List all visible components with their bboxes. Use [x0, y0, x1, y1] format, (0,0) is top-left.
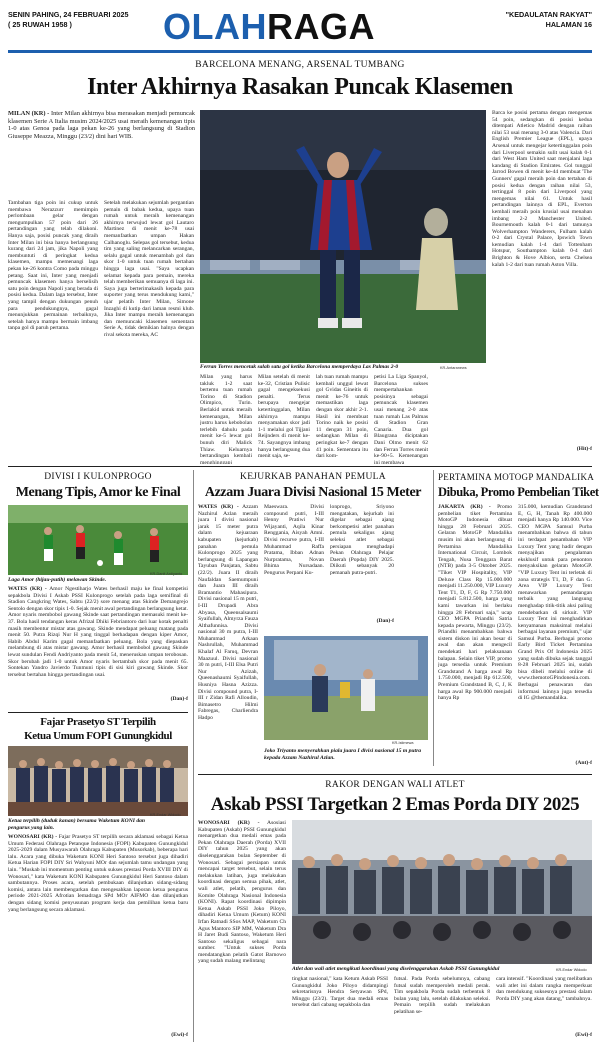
section-logo — [163, 6, 375, 48]
divisi-rule — [8, 712, 188, 713]
divisi-body — [8, 586, 188, 694]
fajar-signoff: (Ewi)-f — [171, 1032, 188, 1038]
pssi-photo — [292, 820, 592, 964]
pssi-col-2: tingkat nasional," kata Ketum Askab PSSI Gunungkidul Joko Piloyo didampingi sekretarisnya Hendra Setyawan SPd, Minggu (23/2). Target dua medali emas tersebut dari cabang sepakbola dan — [292, 976, 388, 1009]
page-number: HALAMAN 16 — [545, 20, 592, 29]
fajar-headline-1: Fajar Prasetyo ST Terpilih — [40, 716, 156, 728]
panahan-caption: Joko Triyanto menyerahkan piala juara I divisi nasional 15 m putra kepada Azzam Nazhirul Azlan. — [264, 748, 422, 761]
panahan-col-1-text: Azzam Nazhirul Azlan meraih juara I divisi nasional jarak 15 meter putra dalam kejuaraan kabupaten (kejurkab) panahan pemula Kulonprogo 2025 yang berlangsung di Lapangan Tayuban Panjatan, Sabtu (22/2). Juara II diraih Naufaldan Saemumpuni dan Juara III diraih Bramantio Mahasipura. Divisi nasional 15 m putri, I-III Drupadi Abra Abyasa, Queensalsaumi Syaifullah, Almyrza Fauza Althafunnisa. Divisi nasional 30 m putra, I-III Muhammad Arkaan Nashrullah, Muhammad Khalaf Al Faruq, Devran Maazuul. Divisi nasional 30 m putri, I-III Elsa Putri Nur Azizah, Queenashaumi Syaifullah, Husniya Hasna Azizza. Divisi compound putra, I-III r Zidan Rafi Alloudin, Bimasetro Hilmi Fabregas, Charliendra Hadpo — [198, 504, 258, 721]
motogp-col-2: 315.000, kemudian Grandstand E, G, H, Tanah Rp 400.000 menjadi hanya Rp 140.000. Vice CEO MGPA Samsul Purba menambahkan bahwa di tahun ini terdapat penambahan VIP Luxury Tent yang hadir dengan menyajikan pengalaman eksklusif untuk para penonton menyaksikan gelaran MotoGP. "VIP Luxury Tent ini terletak di zona strategis T1, D, F dan G. Area VIP Luxury Tent menawarkan pemandangan terbaik yang langsung menghadap titik-titik aksi paling mendebarkan di sirkuit. VIP Luxury Tent ini menghadirkan kenyamanan maksimal melalui berbagai layanan premium," ujar Samsul Purba. Berbagai promo Early Bird Ticket Pertamina Grand Prix Of Indonesia 2025 yang sudah dibuka sejak tanggal 8-28 Februari 2025 ini, sudah bisa dibeli melalui online di www.themotoGPindonesia.com. Berbagai penawaran dan informasi lainnya juga tersedia di IG @themandalika. — [518, 504, 592, 702]
masthead — [8, 4, 592, 56]
panahan-photo — [264, 636, 428, 740]
column-divider — [193, 470, 194, 1042]
main-col-4: Milan setelah di menit ke-32, Cristian Pulisic gagal mengeksekusi penalti. Terus berupaya mengejar ketertinggalan, Milan akhirnya mampu menyamakan skor jadi 1-1 melalui gol Tijjani Reijnders di menit ke-74. Sayangnya imbang hanya berlangsung dua menit saja, se- — [258, 374, 310, 460]
panahan-col-1 — [198, 504, 258, 770]
pssi-dateline: WONOSARI (KR) - — [198, 820, 260, 826]
column-divider-2 — [433, 470, 434, 766]
pssi-signoff: (Ewi)-f — [575, 1032, 592, 1038]
main-caption: Ferran Torres mencetak salah satu gol ketika Barcelona memperdaya Las Palmas 2-0 — [200, 364, 399, 370]
main-signoff: (Hit)-f — [576, 446, 592, 452]
pssi-col-3: futsal. Pada Porda sebelumnya, cabang futsal sudah memperoleh medali perak. Tim sepakbola Porda sudah terbentuk 8 bulan yang lalu, setelah dilakukan seleksi. Pemain terpilih sudah melakukan pelatihan se- — [394, 976, 490, 1015]
motogp-col-1 — [438, 504, 512, 768]
divisi-text: Amor Ngestiharjo Wates berhasil maju ke final kompetisi sepakbola Divisi I Askab PSSI Kulonprogo setelah pada laga semifinal di Stadion Cangkring Wates, Sabtu (22/2) sore menang atas Skinde Demangrejo Sentolo dengan skor tipis 1-0. Sejak menit awal pertandingan berlangsung ketat. Amor nyaris membobol gawang Skinde saat pertandingan memasuki menit ke-37. Bola hasil tendangan keras Afrizal Dhiki Febriantoro dari luar kotak penalti masih membentur mistar atas gawang. Skinde mendapat peluang matang pada menit 50. Putra Rizqi Nur H yang tinggal berhadapan dengan kiper Amor, Habib Abdul Karim gagal memanfaatkan peluang. Bola yang diepaskan melambung di atas mistar gawang. Amor berhasil membobol gawang Skinde lewat sundulan Fendi Andriyanto pada menit 54, meneruskan umpan terobosan. Skor berubah jadi 1-0 untuk Amor nyaris bertambah skor pada menit 65. Sontekan Yandro Javierdo Tunmuni tipis di sisi kiri gawang Skinde. Skor tersebut bertahan hingga pertandingan usai. — [8, 586, 188, 678]
logo-raga: RAGA — [267, 6, 375, 47]
motogp-kicker: PERTAMINA MOTOGP MANDALIKA — [438, 472, 595, 482]
divisi-signoff: (Dan)-f — [170, 696, 188, 702]
fajar-text: Fajar Prasetyo ST terpilih secara aklamasi sebagai Ketua Umum Federasi Olahraga Petanque Indonesia (FOPI) Kabupaten Gunungkidul 2025-2029 dalam Musyawarah Olahraga Kabupaten (Musorkab), beberapa hari lalu. Acara yang dibuka Waketum KONI Heri Santoso tersebut juga dihadiri Ketua Harian FOPI DIY Sri Wahyuni MOr dan sejumlah tamu undangan yang lain. "Muskab ini momentum penting untuk sukses prestasi Porda XVIII DIY di Wonosari," kata Waketum KONI Kabupaten Gunungkidul Heri Santoso dalam sambutannya. Proses acara, setelah pembukaan dilanjutkan sidang-sidang komisi, antara lain membengarkan dan mengesahkan laporan ketua pengurus periode 2021-2025 Afrotian Iemadraga SPd MOr AIFMO dan dilanjutkan dengan sidang komisi penyusunan program kerja dan pemilihan ketua baru yang berlangsung secara aklamasi. — [8, 834, 188, 913]
logo-olah: OLAH — [163, 6, 267, 47]
fajar-caption: Ketua terpilih (duduk kanan) bersama Waketum KONI dan pengurus yang lain. — [8, 818, 146, 831]
panahan-col-3: lonprogo, Sriyono mengatakan, kejurkab ini digelar sebagai ajang berkompetisi atlet panahan pemula sekaligus ajang seleksi atlet sebagai persiapan menghadapi Pekan Olahraga Pelajar Daerah (Popda) DIY 2025. Diikuti sebanyak 20 pemanah putra-putri. — [330, 504, 394, 576]
pssi-col-4: cara intensif. "Koordinasi yang melibatkan wali atlet ini dalam rangka memperkuat dan mendukung suksesnya prestasi dalam Porda DIY yang akan datang," tambahnya. — [496, 976, 592, 1002]
main-lead-text: Inter Milan akhirnya bisa merasakan menjadi pemuncak klasemen Serie A Italia musim 2024/2025 usai meraih kemenangan tipis 1-0 atas Genoa pada laga pekan ke-26 yang berlangsung di Stadion Giuseppe Meazza, Minggu (23/2) dini hari WIB. — [8, 110, 195, 140]
main-photo — [200, 110, 486, 363]
motogp-headline: Dibuka, Promo Pembelian Tiket — [438, 485, 599, 499]
pssi-caption: Atlet dan wali atlet mengikuti koordinasi yang diselenggarakan Askab PSSI Gunungkidul — [292, 966, 500, 972]
fajar-headline-2: Ketua Umum FOPI Gunungkidul — [24, 730, 172, 742]
divisi-dateline: WATES (KR) - — [8, 586, 47, 592]
fajar-photo — [8, 746, 188, 816]
main-col-6: petisi La Liga Spanyol, Barcelona sukses mempertahankan posisinya sebagai pemuncak klasemen usai menang 2-0 atas tuan rumah Las Palmas di Stadion Gran Canaria. Dua gol Blaugrana diciptakan Dani Olmo menit 62 dan Ferran Torres menit ke-90+5. Kemenangan ini membawa — [374, 374, 428, 464]
main-col-2: Setelah melakukan sejumlah pergantian pemain di babak kedua, upaya tuan rumah untuk meraih kemenangan akhirnya terwujud lewat gol Lautaro Martinez di menit ke-78 usai memanfaatkan umpan Hakan Calhanoglu. Selepas gol tersebut, kedua tim yang saling melancarkan serangan, selalu gagal untuk menambah gol dan skor 1-0 untuk tuan rumah bertahan hingga laga usai. "Saya ucapkan selamat kepada para pemain, mereka telah memberikan semuanya di laga ini. Saya juga berterimakasih kepada para suporter yang terus mendukung kami," ujar pelatih Inter Milan, Simone Inzaghi di kutip dari laman resmi klub. Jika Inter mampu meraih kemenangan dan memuncaki klasemen sementara Serie A, tidak demikian halnya dengan rival sekota mereka, AC — [104, 200, 194, 338]
divisi-credit: KR-Danit Ardiyanto — [150, 572, 183, 576]
masthead-rule — [8, 50, 592, 53]
divisi-kicker: DIVISI I KULONPROGO — [44, 472, 152, 482]
main-col-5: lah tuan rumah mampu kembali unggul lewat gol Gvidas Gineitis di menit ke-76 untuk memastikan laga dengan skor akhir 2-1. Hasil ini membuat Torino naik ke posisi 11 dengan 31 poin, sedangkan Milan di peringkat ke-7 dengan 41 poin. Sementara itu dari kom- — [316, 374, 368, 460]
pssi-rule — [198, 774, 592, 775]
fajar-body — [8, 834, 188, 1030]
main-col-1: Tambahan tiga poin ini cukup untuk membawa Nerazzurr memimpin perlombaan gelar dengan mengumpulkan 57 poin dari 26 pertandingan yang telah dilakoni. Hanya saja, posisi puncak yang diraih Inter Milan ini bisa hanya berlangsung kurang dari 24 jam, jika Napoli yang membuntuti di peringkat kedua klasemen, mampu memenangi laga pekan ke-26 kontra Como pada minggu petang. Saat ini, Inter yang menjadi pemuncak klasemen hanya berselisih satu poin dengan Napoli yang berada di posisi kedua. Dalam laga tersebut, Inter yang tampil dengan dukungan penuh para pendukungnya, gagal menunjukkan permainan terbaiknya, setelah hanya mampu bermain imbang tanpa gol di paruh pertama. — [8, 200, 98, 332]
main-col-7: Barca ke posisi pertama dengan mengemas 54 poin, sedangkan di posisi kedua ditempati Atletico Madrid dengan raihan nilai 53 usai menang 3-0 atas Valencia. Dari English Premier League (EPL), upaya Arsenal untuk mengejar ketertinggalan poin dari Liverpool semakin sulit usai kalah 0-1 dari West Ham United saat menjalani laga kandang di Stadion Emirates. Gol tunggal Jarrod Bowen di menit ke-44 membuat 'The Gunners' gagal meraih poin dan tertahan di posisi kedua dengan raihan nilai 53, tertinggal 8 poin dari Liverpool yang mengemas nilai 61. Untuk hasil pertandingan lainnya di EPL, Everton kembali meraih poin krusial usai menahan imbang 2-2 Manchester United. Bournemouth kalah 0-1 dari tamunya Wolverhampton Wanderers, Fulham kalah 0-2 dari Crystal Palace, Ipswich Town kemudian kalah 1-4 dari Tottenham Hotspur, Southampton kalah 0-4 dari Brighton & Hove Albion, serta Chelsea kalah 1-2 dari tuan rumah Aston Villa. — [492, 110, 592, 268]
fajar-dateline: WONOSARI (KR) - — [8, 834, 58, 840]
main-kicker: BARCELONA MENANG, ARSENAL TUMBANG — [195, 60, 405, 70]
pssi-credit: KR-Endar Widodo — [556, 968, 587, 972]
divisi-photo — [8, 505, 188, 575]
motogp-col-1-text: Promo pembelian tiket Pertamina MotoGP Indonesia dibuat hingga 28 Februari 2025. Gelaran MotoGP Mandalika musim ini akan berlangsung di Pertamina Mandalika International Circuit, Lombok Tengah, Nusa Tenggara Barat (NTB) pada 3-5 Oktober 2025. "Tiket VIP Hospitality, VIP Deluxe Class Rp 15.000.000 menjadi 11.250.000, VIP Luxury Tent T1, D, F, G Rp 7.750.000 menjadi 5.812.500, harga yang kami tawarkan ini berlaku hingga 28 Februari saja," ucap CEO MGPA Priandhi Satria kepada pewarta, Minggu (23/2). Priandhi menambahkan bahwa sistem diskon ini akan besar di awal dan akan mengecil mendekati hari pelaksanaan balapan. Selain tiket VIP, promo juga tersedia untuk Premium Grandstand A harga awal Rp 1.750.000, menjadi Rp 612.500, Premium Grandstand B, C, J, K harga awal Rp 900.000 menjadi hanya Rp — [438, 504, 512, 702]
main-credit: KR-Antaranews — [440, 366, 467, 370]
main-lead-dateline: MILAN (KR) - — [8, 110, 50, 117]
panahan-col-2: Maeswara. Divisi compound putri, I-III Henny Pratiwi Nur Wijayanti, Aqila Kinar Renggania, Aisyah Amni. Divisi recurve putra, I-III Muhammad Raffa Pratama, Ibban Adnan Nurpratama, Novan Bhima Nursadaan. Pengurus Perpani Ku- — [264, 504, 324, 576]
motogp-signoff: (Ant)-f — [575, 760, 592, 766]
panahan-kicker: KEJURKAB PANAHAN PEMULA — [240, 472, 386, 482]
pssi-col-1-text: Asosiasi Kabupaten (Askab) PSSI Gunungkidul menargetkan dua medali emas pada Pekan Olahraga Daerah (Porda) XVII DIY tahun 2025 yang akan diselenggarakan bulan September di Wonosari. Sebagai persiapan untuk mencapai target tersebut, selain terus melakukan latihan, juga melakukan koordinasi dengan semua pihak, atlet, wali atlet, pelatih, pengurus dan Komite Olahraga Nasional Indonesia (KONI). Rapat koordinasi dipimpin Ketua Askab PSSI Joko Piloyo, dihadiri Ketua Umum (Ketum) KONI Irfan Ratnadi SSos MAP, Waketum Ch Agus Mantoro SIP MM, Waketum Dra H Jaret Budi Santoso, Waketum Heri Santoso sekaligus sebagai nara sumber. "Untuk sukses Porda mendatangkan pelatih Gatot Barnowo yang sudah malang melintang — [198, 820, 286, 965]
pssi-col-1 — [198, 820, 286, 1042]
issue-date-jawa: ( 25 RUWAH 1958 ) — [8, 20, 72, 29]
section-divider — [8, 466, 592, 467]
panahan-credit: KR-Istimewa — [392, 741, 414, 745]
panahan-dateline: WATES (KR) - — [198, 504, 239, 510]
divisi-caption: Laga Amor (hijau-putih) melawan Skinde. — [8, 577, 107, 583]
panahan-headline: Azzam Juara Divisi Nasional 15 Meter — [204, 485, 422, 500]
divisi-headline: Menang Tipis, Amor ke Final — [15, 485, 181, 500]
main-col-3: Milan yang harus takluk 1-2 saat bertemu tuan rumah Torino di Stadion Olimpico, Turin. Berlakid untuk meraih kemenangan, Milan justru harus kebobolan terlebih dahulu pada menit ke-5 lewat gol bunuh diri Malick Thiaw. Keluarnya bertandingan kembali menghinggapi — [200, 374, 252, 464]
main-lead — [8, 110, 195, 198]
issue-date: SENIN PAHING, 24 FEBRUARI 2025 — [8, 10, 129, 19]
pssi-kicker: RAKOR DENGAN WALI ATLET — [325, 780, 465, 790]
motogp-dateline: JAKARTA (KR) - — [438, 504, 491, 510]
fajar-credit: KR-Endar Widodo — [150, 813, 181, 817]
panahan-signoff: (Dan)-f — [376, 618, 394, 624]
paper-name: "KEDAULATAN RAKYAT" — [505, 10, 592, 19]
pssi-headline: Askab PSSI Targetkan 2 Emas Porda DIY 2025 — [210, 794, 580, 815]
main-headline: Inter Akhirnya Rasakan Puncak Klasemen — [87, 74, 513, 100]
